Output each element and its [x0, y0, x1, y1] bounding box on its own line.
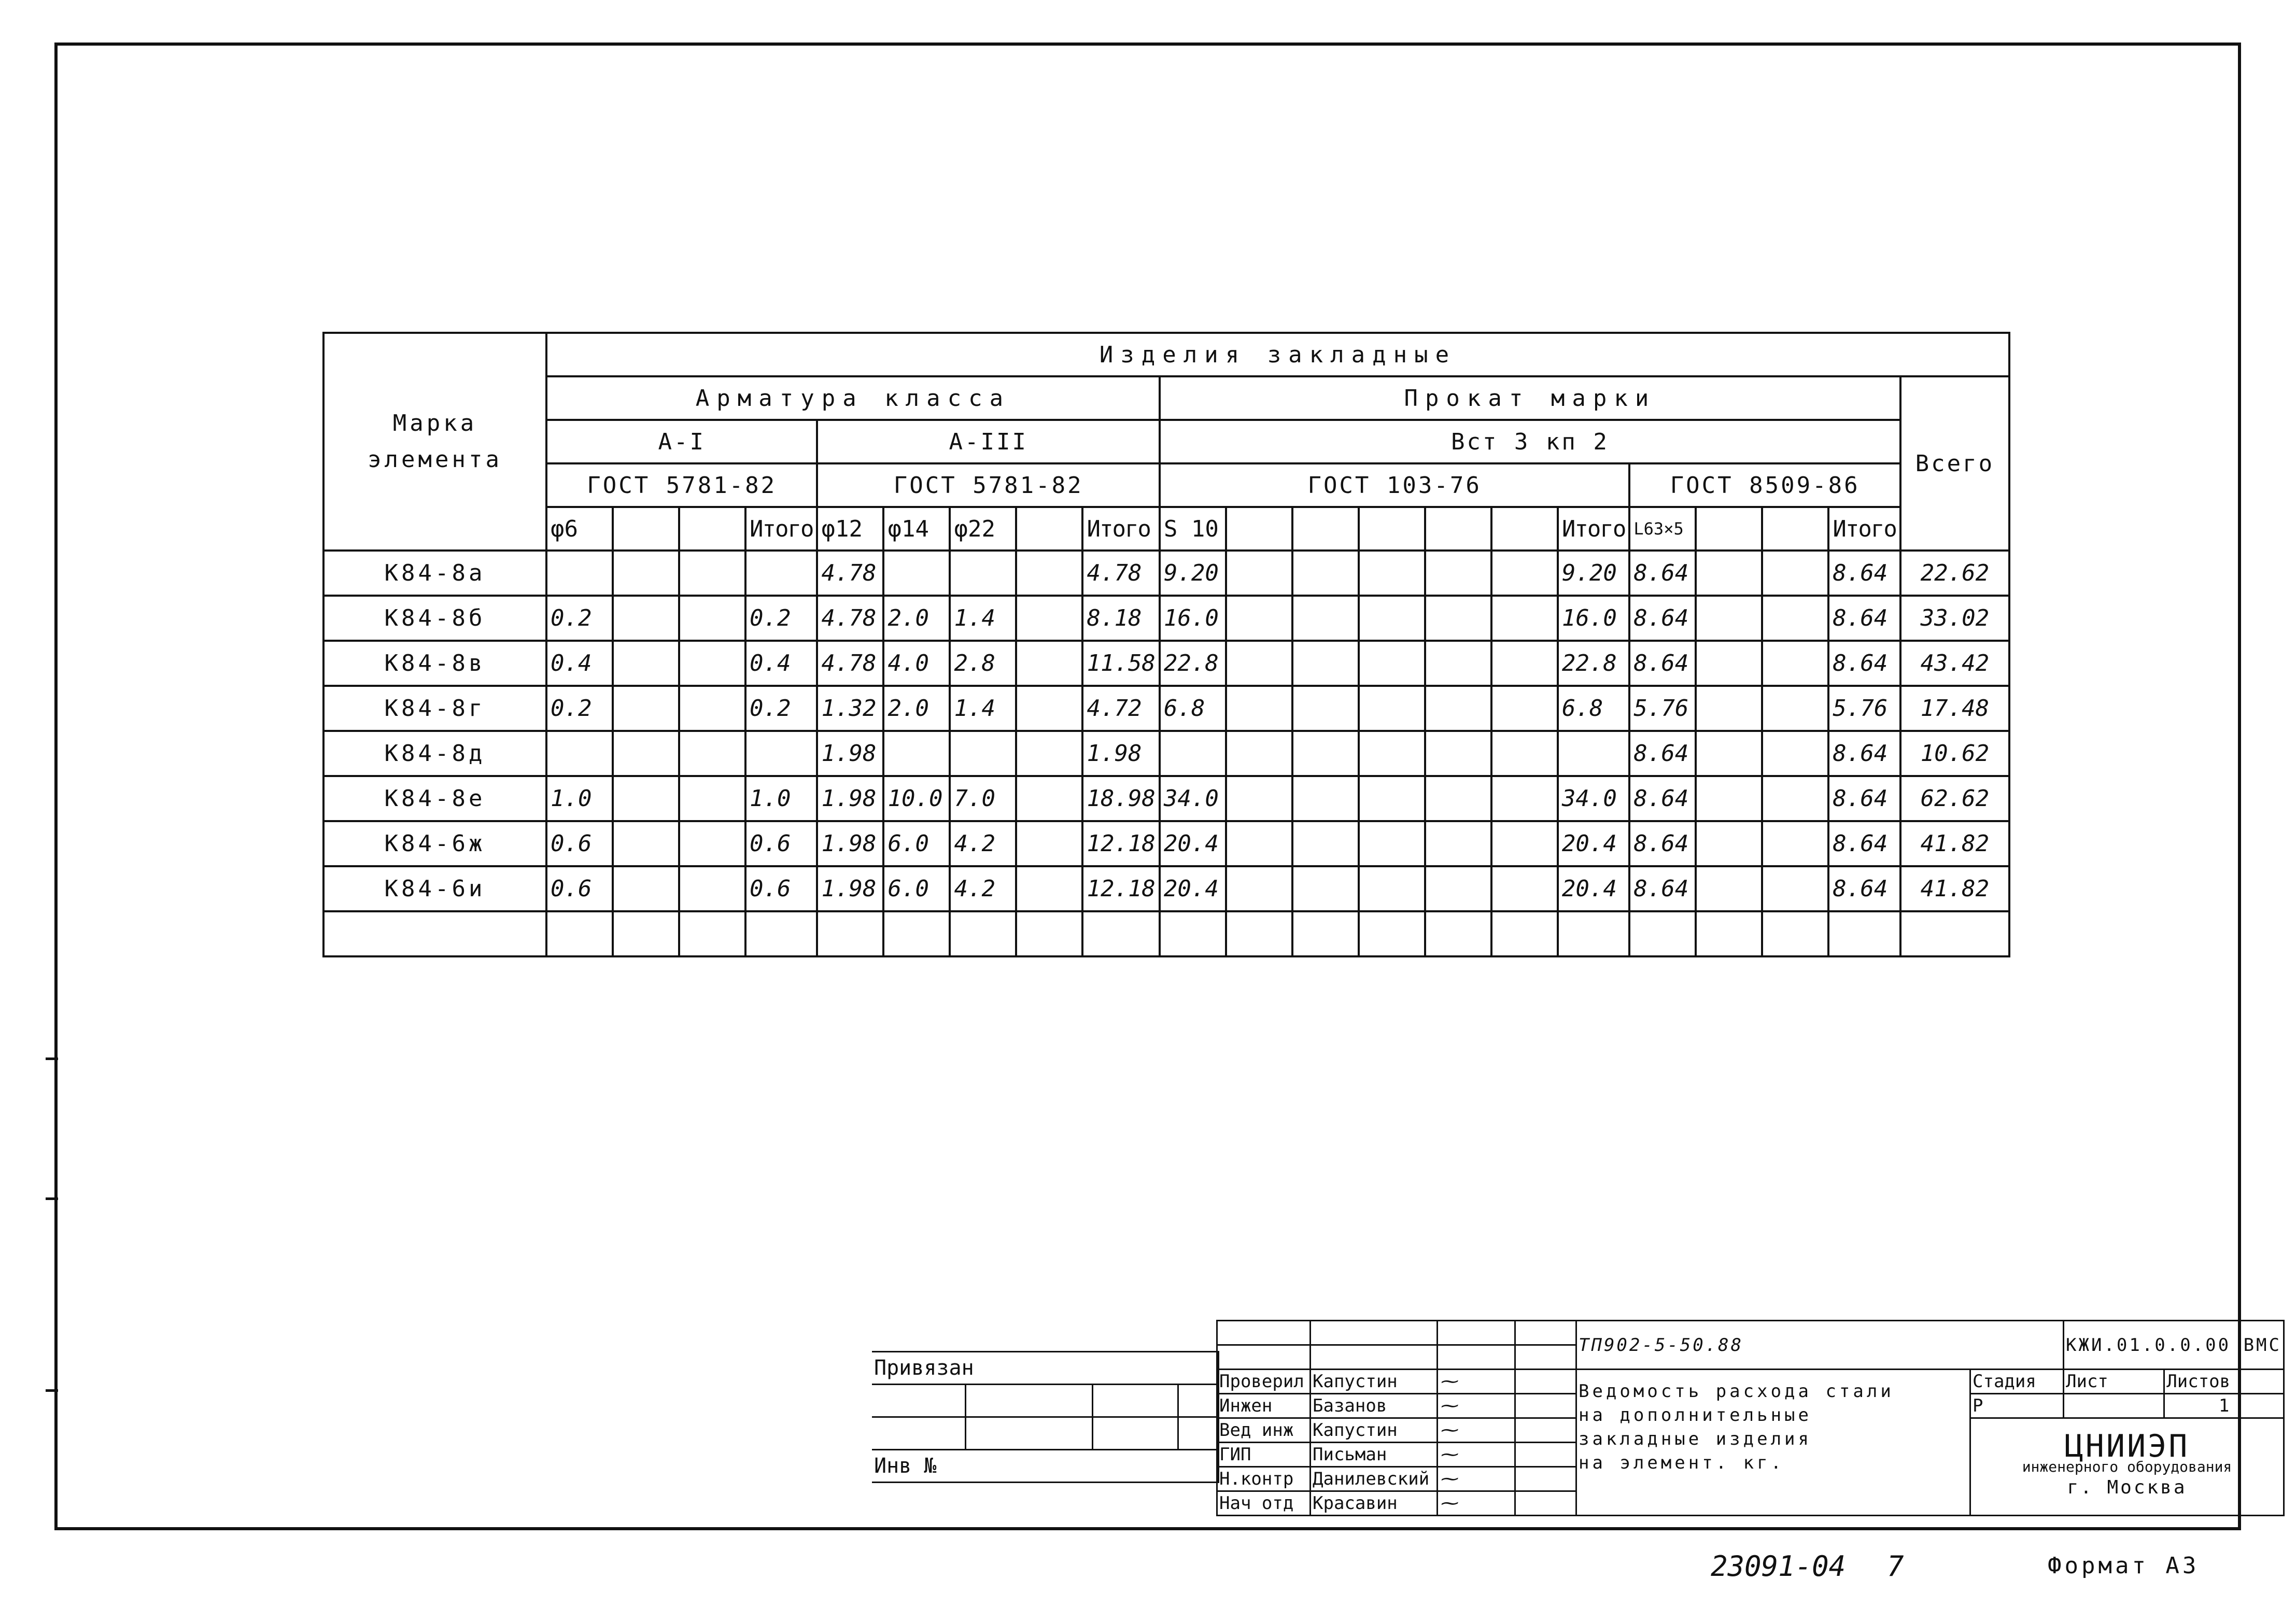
cell-d6	[546, 731, 613, 776]
empty-cell	[1292, 866, 1359, 911]
cell-it1: 0.4	[745, 641, 817, 686]
empty-cell	[1762, 821, 1828, 866]
cell-s10: 22.8	[1160, 641, 1226, 686]
empty-cell	[613, 821, 679, 866]
empty-cell	[1762, 731, 1828, 776]
cell-it4: 8.64	[1828, 866, 1900, 911]
sheet-label: Лист	[2064, 1370, 2164, 1394]
cell-d14: 10.0	[883, 776, 950, 821]
cell-total: 17.48	[1900, 686, 2009, 731]
empty-cell	[613, 641, 679, 686]
inv-label: Инв №	[872, 1450, 1218, 1483]
empty-cell	[1696, 551, 1762, 596]
empty-cell	[1292, 551, 1359, 596]
empty-cell	[1762, 596, 1828, 641]
empty-cell	[679, 641, 745, 686]
header-d12: φ12	[817, 507, 883, 551]
cell-d6: 0.6	[546, 866, 613, 911]
table-row	[323, 641, 2009, 686]
signature: ⁓	[1438, 1443, 1515, 1467]
table-body	[323, 551, 2009, 956]
cell-d6: 0.2	[546, 686, 613, 731]
empty-cell	[1696, 596, 1762, 641]
header-mark: Марка элемента	[323, 333, 546, 551]
header-d6: φ6	[546, 507, 613, 551]
empty-cell	[1491, 686, 1558, 731]
cell-it2: 1.98	[1082, 731, 1159, 776]
sheets-value: 1	[2164, 1394, 2284, 1418]
empty-cell	[1491, 641, 1558, 686]
empty-cell	[1762, 641, 1828, 686]
empty-cell	[679, 686, 745, 731]
empty-cell	[1696, 776, 1762, 821]
cell-it4: 8.64	[1828, 641, 1900, 686]
empty-cell	[1016, 641, 1082, 686]
cell-it1: 0.6	[745, 866, 817, 911]
row-mark: К84-8а	[323, 551, 546, 596]
cell-it3: 34.0	[1558, 776, 1629, 821]
sheets-label: Листов	[2164, 1370, 2284, 1394]
cell-d12: 1.98	[817, 821, 883, 866]
empty-cell	[1226, 776, 1292, 821]
cell-it1	[745, 731, 817, 776]
header-gost-103: ГОСТ 103-76	[1160, 463, 1629, 507]
header-class-a3: А-III	[817, 420, 1159, 463]
cell-s10: 9.20	[1160, 551, 1226, 596]
empty-cell	[1696, 821, 1762, 866]
signature: ⁓	[1438, 1394, 1515, 1418]
cell-d14	[883, 551, 950, 596]
person-name: Базанов	[1311, 1394, 1438, 1418]
empty-cell	[1425, 551, 1491, 596]
table-row	[323, 731, 2009, 776]
empty-cell	[613, 686, 679, 731]
stage-value: Р	[1970, 1394, 2064, 1418]
table-row	[323, 866, 2009, 911]
cell-it2: 4.72	[1082, 686, 1159, 731]
empty-cell	[1491, 551, 1558, 596]
signature: ⁓	[1438, 1418, 1515, 1443]
role: ГИП	[1217, 1443, 1311, 1467]
cell-s10	[1160, 731, 1226, 776]
empty-cell	[1491, 596, 1558, 641]
cell-d22	[950, 731, 1016, 776]
empty-cell	[1425, 641, 1491, 686]
empty-cell	[1226, 596, 1292, 641]
empty-cell	[1762, 866, 1828, 911]
empty-cell	[1292, 596, 1359, 641]
archive-number: 23091-04	[1711, 1550, 1846, 1583]
cell-d12: 1.98	[817, 776, 883, 821]
empty-cell	[1491, 776, 1558, 821]
empty-cell	[1425, 866, 1491, 911]
cell-d22: 4.2	[950, 821, 1016, 866]
empty-cell	[679, 731, 745, 776]
cell-it2: 12.18	[1082, 821, 1159, 866]
empty-cell	[1491, 731, 1558, 776]
header-prokat-mark: Вст 3 кп 2	[1160, 420, 1900, 463]
cell-it4: 8.64	[1828, 596, 1900, 641]
empty-cell	[1226, 641, 1292, 686]
cell-it1: 0.6	[745, 821, 817, 866]
empty-cell	[1359, 551, 1425, 596]
empty-cell	[1359, 776, 1425, 821]
cell-d12: 1.32	[817, 686, 883, 731]
cell-it1: 0.2	[745, 596, 817, 641]
empty-cell	[1292, 731, 1359, 776]
cell-it2: 11.58	[1082, 641, 1159, 686]
header-d14: φ14	[883, 507, 950, 551]
empty-cell	[1762, 551, 1828, 596]
table-row	[323, 776, 2009, 821]
cell-it1: 1.0	[745, 776, 817, 821]
empty-cell	[1491, 866, 1558, 911]
cell-s10: 20.4	[1160, 866, 1226, 911]
cell-it1: 0.2	[745, 686, 817, 731]
header-itogo: Итого	[1082, 507, 1159, 551]
cell-d22: 2.8	[950, 641, 1016, 686]
header-gost-8509: ГОСТ 8509-86	[1629, 463, 1900, 507]
row-mark: К84-8г	[323, 686, 546, 731]
header-prokat: Прокат марки	[1160, 376, 1900, 420]
person-name: Капустин	[1311, 1418, 1438, 1443]
role: Вед инж	[1217, 1418, 1311, 1443]
empty-cell	[1292, 686, 1359, 731]
cell-l63: 8.64	[1629, 641, 1696, 686]
empty-cell	[1425, 821, 1491, 866]
empty-cell	[1292, 776, 1359, 821]
cell-it3: 9.20	[1558, 551, 1629, 596]
empty-cell	[1292, 821, 1359, 866]
empty-cell	[1696, 686, 1762, 731]
empty-cell	[1016, 776, 1082, 821]
cell-s10: 20.4	[1160, 821, 1226, 866]
role: Н.контр	[1217, 1467, 1311, 1491]
empty-cell	[1016, 551, 1082, 596]
empty-cell	[1425, 596, 1491, 641]
empty-cell	[1226, 686, 1292, 731]
project-number: ТП902-5-50.88	[1576, 1321, 2064, 1370]
privyazan-label: Привязан	[872, 1352, 1218, 1385]
empty-cell	[1359, 596, 1425, 641]
empty-cell	[1016, 596, 1082, 641]
cell-l63: 8.64	[1629, 821, 1696, 866]
cell-s10: 16.0	[1160, 596, 1226, 641]
table-row	[323, 686, 2009, 731]
row-mark: К84-8б	[323, 596, 546, 641]
empty-cell	[613, 776, 679, 821]
row-mark: К84-8д	[323, 731, 546, 776]
cell-it3: 20.4	[1558, 821, 1629, 866]
row-mark: К84-6и	[323, 866, 546, 911]
steel-table	[322, 332, 2010, 957]
person-name: Капустин	[1311, 1370, 1438, 1394]
row-mark: К84-8е	[323, 776, 546, 821]
empty-cell	[613, 866, 679, 911]
cell-d6: 0.2	[546, 596, 613, 641]
cell-it4: 8.64	[1828, 821, 1900, 866]
empty-cell	[679, 866, 745, 911]
header-group: Изделия закладные	[546, 333, 2009, 376]
empty-cell	[1016, 866, 1082, 911]
margin-tick	[46, 1057, 58, 1060]
cell-d14: 2.0	[883, 686, 950, 731]
cell-d12: 1.98	[817, 731, 883, 776]
empty-cell	[1359, 866, 1425, 911]
cell-l63: 8.64	[1629, 776, 1696, 821]
empty-cell	[1425, 776, 1491, 821]
empty-cell	[613, 731, 679, 776]
doc-code: КЖИ.01.0.0.00 ВМС	[2064, 1321, 2284, 1370]
empty-cell	[1016, 686, 1082, 731]
cell-it3: 22.8	[1558, 641, 1629, 686]
page-number: 7	[1887, 1550, 1904, 1583]
empty-cell	[1226, 551, 1292, 596]
cell-d12: 4.78	[817, 641, 883, 686]
person-name: Данилевский	[1311, 1467, 1438, 1491]
header-itogo: Итого	[1828, 507, 1900, 551]
header-gost-a1: ГОСТ 5781-82	[546, 463, 817, 507]
cell-it4: 8.64	[1828, 551, 1900, 596]
cell-it2: 18.98	[1082, 776, 1159, 821]
cell-it2: 12.18	[1082, 866, 1159, 911]
cell-s10: 6.8	[1160, 686, 1226, 731]
empty-cell	[613, 596, 679, 641]
role: Нач отд	[1217, 1491, 1311, 1516]
table-row	[323, 596, 2009, 641]
empty-cell	[1696, 866, 1762, 911]
cell-d6: 0.4	[546, 641, 613, 686]
format-label: Формат А3	[2048, 1553, 2200, 1579]
stage-label: Стадия	[1970, 1370, 2064, 1394]
cell-l63: 8.64	[1629, 551, 1696, 596]
cell-d22: 1.4	[950, 596, 1016, 641]
cell-it3: 20.4	[1558, 866, 1629, 911]
cell-total: 22.62	[1900, 551, 2009, 596]
empty-cell	[1696, 641, 1762, 686]
person-name: Письман	[1311, 1443, 1438, 1467]
cell-d14: 2.0	[883, 596, 950, 641]
cell-it4: 8.64	[1828, 731, 1900, 776]
margin-tick	[46, 1389, 58, 1392]
signature: ⁓	[1438, 1491, 1515, 1516]
signature: ⁓	[1438, 1370, 1515, 1394]
sheet-title: Ведомость расхода стали на дополнительные закладные изделия на элемент. кг.	[1576, 1370, 1970, 1516]
empty-cell	[1359, 731, 1425, 776]
header-gost-a3: ГОСТ 5781-82	[817, 463, 1159, 507]
cell-it1	[745, 551, 817, 596]
margin-tick	[46, 1197, 58, 1200]
empty-row	[323, 911, 2009, 956]
cell-d14: 4.0	[883, 641, 950, 686]
empty-cell	[679, 821, 745, 866]
empty-cell	[1425, 731, 1491, 776]
empty-cell	[679, 776, 745, 821]
empty-cell	[613, 551, 679, 596]
cell-d22: 1.4	[950, 686, 1016, 731]
cell-it4: 8.64	[1828, 776, 1900, 821]
cell-it3	[1558, 731, 1629, 776]
cell-l63: 8.64	[1629, 596, 1696, 641]
empty-cell	[1226, 731, 1292, 776]
stamp-right	[1216, 1320, 2285, 1516]
header-d22: φ22	[950, 507, 1016, 551]
empty-cell	[1359, 686, 1425, 731]
cell-total: 33.02	[1900, 596, 2009, 641]
header-l63: L63×5	[1629, 507, 1696, 551]
empty-cell	[1226, 821, 1292, 866]
person-name: Красавин	[1311, 1491, 1438, 1516]
cell-s10: 34.0	[1160, 776, 1226, 821]
empty-cell	[1292, 641, 1359, 686]
empty-cell	[679, 551, 745, 596]
cell-it3: 16.0	[1558, 596, 1629, 641]
cell-it2: 4.78	[1082, 551, 1159, 596]
header-total: Всего	[1900, 376, 2009, 551]
cell-l63: 5.76	[1629, 686, 1696, 731]
empty-cell	[1425, 686, 1491, 731]
role: Инжен	[1217, 1394, 1311, 1418]
header-itogo: Итого	[745, 507, 817, 551]
header-itogo: Итого	[1558, 507, 1629, 551]
cell-d14: 6.0	[883, 821, 950, 866]
cell-d12: 4.78	[817, 596, 883, 641]
header-armatura: Арматура класса	[546, 376, 1160, 420]
header-class-a1: А-I	[546, 420, 817, 463]
header-s10: S 10	[1160, 507, 1226, 551]
cell-d12: 1.98	[817, 866, 883, 911]
signature: ⁓	[1438, 1467, 1515, 1491]
empty-cell	[1359, 641, 1425, 686]
row-mark: К84-8в	[323, 641, 546, 686]
cell-it3: 6.8	[1558, 686, 1629, 731]
empty-cell	[1762, 776, 1828, 821]
cell-d6: 1.0	[546, 776, 613, 821]
cell-total: 10.62	[1900, 731, 2009, 776]
cell-d22: 7.0	[950, 776, 1016, 821]
cell-d22: 4.2	[950, 866, 1016, 911]
row-mark: К84-6ж	[323, 821, 546, 866]
cell-d22	[950, 551, 1016, 596]
empty-cell	[1762, 686, 1828, 731]
stamp-left	[872, 1320, 1219, 1483]
cell-it2: 8.18	[1082, 596, 1159, 641]
cell-d6	[546, 551, 613, 596]
table-row	[323, 551, 2009, 596]
empty-cell	[1016, 821, 1082, 866]
cell-total: 41.82	[1900, 866, 2009, 911]
cell-total: 41.82	[1900, 821, 2009, 866]
table-row	[323, 821, 2009, 866]
cell-l63: 8.64	[1629, 731, 1696, 776]
empty-cell	[1491, 821, 1558, 866]
empty-cell	[1359, 821, 1425, 866]
cell-d6: 0.6	[546, 821, 613, 866]
empty-cell	[1016, 731, 1082, 776]
empty-cell	[1696, 731, 1762, 776]
empty-cell	[1226, 866, 1292, 911]
cell-total: 62.62	[1900, 776, 2009, 821]
empty-cell	[679, 596, 745, 641]
cell-d14	[883, 731, 950, 776]
cell-d14: 6.0	[883, 866, 950, 911]
cell-it4: 5.76	[1828, 686, 1900, 731]
cell-d12: 4.78	[817, 551, 883, 596]
organization: ЦНИИЭП инженерного оборудования г. Москва	[1970, 1418, 2284, 1516]
role: Проверил	[1217, 1370, 1311, 1394]
cell-l63: 8.64	[1629, 866, 1696, 911]
cell-total: 43.42	[1900, 641, 2009, 686]
